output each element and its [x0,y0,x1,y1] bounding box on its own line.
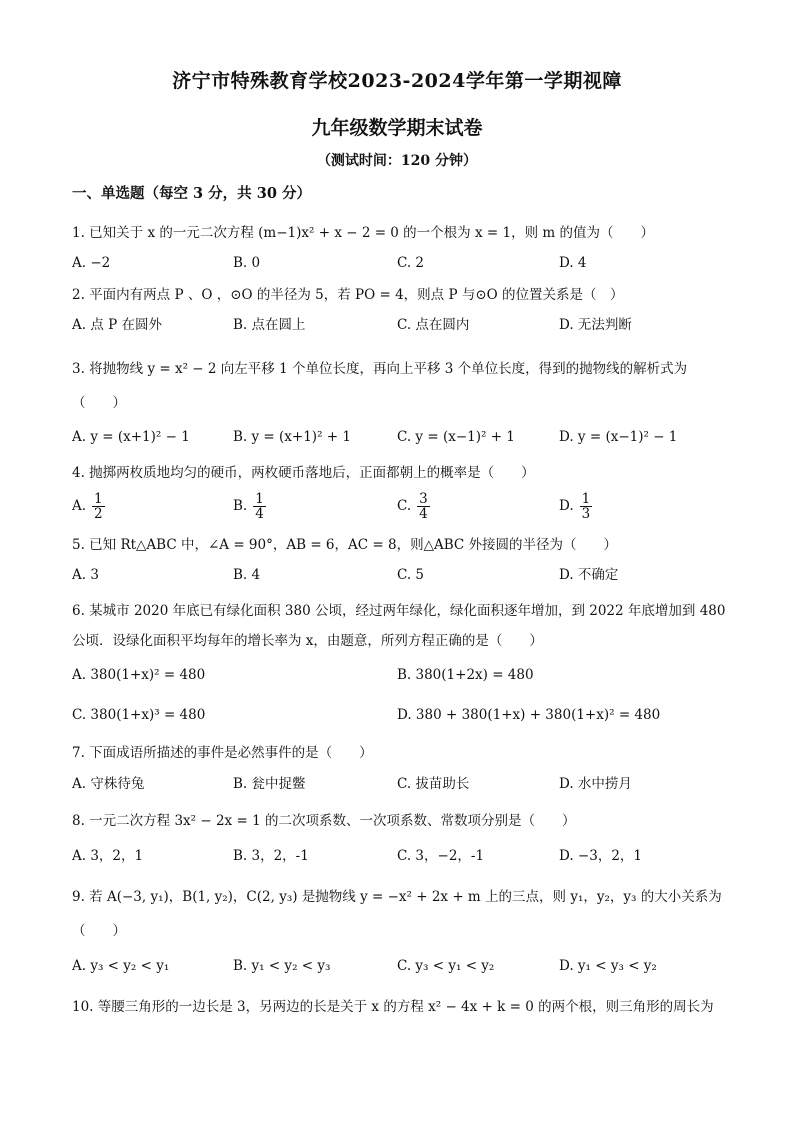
option-b: B. 3，2，-1 [233,848,309,864]
question-8-stem: 8. 一元二次方程 3x² − 2x = 1 的二次项系数、一次项系数、常数项分别是（ ） [72,813,576,829]
exam-title-line1: 济宁市特殊教育学校2023-2024学年第一学期视障 [172,70,622,92]
denominator: 2 [94,506,103,522]
option-b: B. 0 [233,255,261,271]
option-a: A. 3 [72,567,99,583]
denominator: 4 [419,506,428,522]
option-label: B. [233,498,248,514]
question-4-stem: 4. 抛掷两枚质地均匀的硬币，两枚硬币落地后，正面都朝上的概率是（ ） [72,465,535,481]
option-label: D. [559,498,574,514]
numerator: 1 [255,491,264,507]
question-9-stem: 9. 若 A(−3, y₁)，B(1, y₂)，C(2, y₃) 是抛物线 y = −x² + 2x + m 上的三点，则 y₁，y₂，y₃ 的大小关系为（ ） [72,889,722,939]
option-c [397,492,430,521]
option-d [559,492,592,521]
question-1-options [72,252,727,276]
section-heading-single-choice: 一、单选题（每空 3 分，共 30 分） [72,185,311,202]
question-2-options [72,314,727,338]
question-6-stem: 6. 某城市 2020 年底已有绿化面积 380 公顷，经过两年绿化，绿化面积逐年增加，到 2022 年底增加到 480 公顷．设绿化面积平均每年的增长率为 x，由题意，所列方程正确的是（ ） [72,603,726,649]
numerator: 1 [581,491,591,507]
option-c: C. y₃ < y₁ < y₂ [397,958,495,974]
option-b [233,492,266,521]
option-d: D. 无法判断 [559,317,632,333]
question-5-stem: 5. 已知 Rt△ABC 中，∠A = 90°，AB = 6，AC = 8，则△ABC 外接圆的半径为（ ） [72,537,617,553]
option-a: A. y₃ < y₂ < y₁ [72,958,170,974]
option-d: D. 380 + 380(1+x) + 380(1+x)² = 480 [397,707,661,723]
option-d: D. y₁ < y₃ < y₂ [559,958,657,974]
fraction [253,492,266,521]
option-a: A. 3，2，1 [72,848,144,864]
question-8-options [72,845,727,869]
question-4-options [72,492,727,528]
question-6-options-row2 [72,704,727,728]
question-3-options [72,426,727,450]
option-c: C. 5 [397,567,425,583]
option-label: A. [72,498,87,514]
option-d: D. y = (x−1)² − 1 [559,429,678,445]
option-a [72,492,105,521]
option-c: C. y = (x−1)² + 1 [397,429,515,445]
denominator: 3 [581,506,591,522]
option-d: D. 不确定 [559,567,619,583]
option-c: C. 380(1+x)³ = 480 [72,707,206,723]
question-10-stem: 10. 等腰三角形的一边长是 3，另两边的长是关于 x 的方程 x² − 4x + k = 0 的两个根，则三角形的周长为 [72,999,714,1015]
option-b: B. 瓮中捉鳖 [233,776,306,792]
option-c: C. 3，−2，-1 [397,848,485,864]
question-7-options [72,773,727,797]
question-3-stem: 3. 将抛物线 y = x² − 2 向左平移 1 个单位长度，再向上平移 3 个单位长度，得到的抛物线的解析式为（ ） [72,361,688,411]
fraction [92,492,105,521]
question-6-options-row1 [72,664,727,688]
option-c: C. 拔苗助长 [397,776,470,792]
test-time-note: （测试时间：120 分钟） [316,153,478,169]
question-1-stem: 1. 已知关于 x 的一元二次方程 (m−1)x² + x − 2 = 0 的一个根为 x = 1，则 m 的值为（ ） [72,225,654,241]
question-7-stem: 7. 下面成语所描述的事件是必然事件的是（ ） [72,745,373,761]
option-b: B. y = (x+1)² + 1 [233,429,351,445]
option-c: C. 2 [397,255,425,271]
question-5-options [72,564,727,588]
option-label: C. [397,498,412,514]
option-a: A. 守株待兔 [72,776,145,792]
fraction [417,492,430,521]
question-9-options [72,955,727,979]
option-a: A. 380(1+x)² = 480 [72,667,206,683]
denominator: 4 [255,506,264,522]
question-2-stem: 2. 平面内有两点 P 、O ，⊙O 的半径为 5，若 PO = 4，则点 P 与⊙O 的位置关系是（ ） [72,287,624,303]
option-b: B. y₁ < y₂ < y₃ [233,958,331,974]
numerator: 3 [419,491,428,507]
option-d: D. −3，2，1 [559,848,643,864]
option-c: C. 点在圆内 [397,317,470,333]
exam-title-line2: 九年级数学期末试卷 [311,117,483,139]
option-a: A. y = (x+1)² − 1 [72,429,190,445]
option-d: D. 4 [559,255,587,271]
option-b: B. 380(1+2x) = 480 [397,667,534,683]
numerator: 1 [94,491,103,507]
option-b: B. 4 [233,567,261,583]
option-a: A. 点 P 在圆外 [72,317,162,333]
option-d: D. 水中捞月 [559,776,632,792]
option-b: B. 点在圆上 [233,317,306,333]
fraction [580,492,593,521]
option-a: A. −2 [72,255,111,271]
